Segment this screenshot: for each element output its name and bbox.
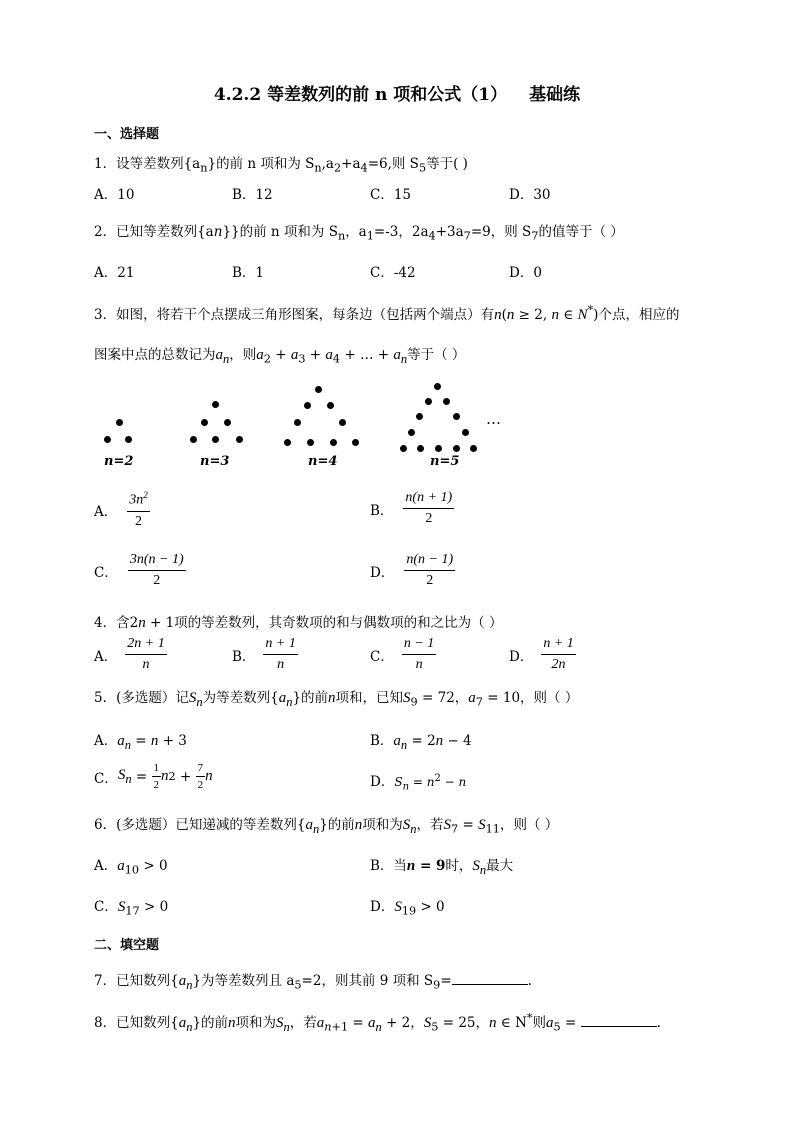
question-7: 7．已知数列$\{a_n\}$为等差数列且 $a_5=2$，则其前 9 项和 $S_9=$ . <box>94 973 532 992</box>
q3-option-b: B． $\frac{n(n + 1)}{2}$ <box>370 490 453 526</box>
section-choice: 一、选择题 <box>94 127 160 142</box>
question-8: 8．已知数列$\{a_n\}$的前n项和为$S_n$，若$a_{n+1} = a_n + 2$，$S_5 = 25$，n ∈ N*则$a_5$ = . <box>94 1011 661 1034</box>
q6-option-a: A．$a_{10} > 0$ <box>94 858 168 877</box>
question-3-line-2: 图案中点的总数记为$a_n$，则$a_2 + a_3 + a_4$ + … + $a_n$等于（ ） <box>94 347 466 366</box>
label-n3: n=3 <box>200 454 230 469</box>
q5-option-a: A．$a_n = n + 3$ <box>94 733 187 752</box>
question-4: 4．含2n + 1项的等差数列，其奇数项的和与偶数项的和之比为（ ） <box>94 615 503 631</box>
q6-option-d: D．$S_{19} > 0$ <box>370 899 445 918</box>
q5-option-c: C． $S_n$ = $\frac{1}{2}$ n 2 + $\frac{7}{2}$ n <box>94 762 213 791</box>
q4-option-b: B． $\frac{n + 1}{n}$ <box>232 636 296 672</box>
q5-option-b: B．$a_n = 2n - 4$ <box>370 733 472 752</box>
title-main: 4.2.2 等差数列的前 n 项和公式（1） <box>213 85 508 105</box>
q6-option-b: B．当n = 9时，$S_n$最大 <box>370 858 514 877</box>
q2-option-c: C．-42 <box>370 265 416 281</box>
q8-answer-blank[interactable] <box>581 1014 657 1027</box>
label-n2: n=2 <box>104 454 134 469</box>
title-sub: 基础练 <box>529 85 581 105</box>
section-fill: 二、填空题 <box>94 938 160 953</box>
question-6: 6．(多选题）已知递减的等差数列$\{a_n\}$的前n项和为$S_n$，若$S_7 = S_{11}$，则（ ） <box>94 817 559 836</box>
q1-option-a: A．10 <box>94 187 135 203</box>
q2-option-b: B．1 <box>232 265 265 281</box>
q4-option-d: D． $\frac{n + 1}{2n}$ <box>509 636 574 672</box>
q3-option-d: D． $\frac{n(n - 1)}{2}$ <box>370 552 454 588</box>
figure-ellipsis: … <box>486 410 501 428</box>
label-n5: n=5 <box>430 454 460 469</box>
q1-option-d: D．30 <box>509 187 551 203</box>
q4-option-a: A． $\frac{2n + 1}{n}$ <box>94 636 165 672</box>
question-3-line-1: 3．如图，将若干个点摆成三角形图案，每条边（包括两个端点）有n(n ≥ 2, n ∈ N*)个点，相应的 <box>94 303 680 323</box>
q7-answer-blank[interactable] <box>452 972 528 985</box>
q3-option-c: C． $\frac{3n(n - 1)}{2}$ <box>94 552 184 588</box>
q2-option-a: A．21 <box>94 265 135 281</box>
q5-option-d: D．$S_n = n^2 - n$ <box>370 773 467 793</box>
question-1: 1．设等差数列$\{a_n\}$的前 n 项和为 $S_n,a_2+a_4=6$,则 $S_5$等于( ) <box>94 156 468 175</box>
label-n4: n=4 <box>308 454 338 469</box>
page-title <box>0 80 794 105</box>
q6-option-c: C．$S_{17} > 0$ <box>94 899 169 918</box>
q2-option-d: D．0 <box>509 265 542 281</box>
question-2: 2．已知等差数列{an}}的前 n 项和为 $S_n$，$a_1=-3$，$2a_4+3a_7=9$，则 $S_7$的值等于（ ） <box>94 224 624 243</box>
question-5: 5．(多选题）记$S_n$为等差数列$\{a_n\}$的前n项和，已知$S_9 = 72$，$a_7 = 10$，则（ ） <box>94 690 579 709</box>
q3-option-a: A． $\frac{3n^2}{2}$ <box>94 490 148 529</box>
q1-option-b: B．12 <box>232 187 273 203</box>
q4-option-c: C． $\frac{n - 1}{n}$ <box>370 636 435 672</box>
q1-option-c: C．15 <box>370 187 412 203</box>
